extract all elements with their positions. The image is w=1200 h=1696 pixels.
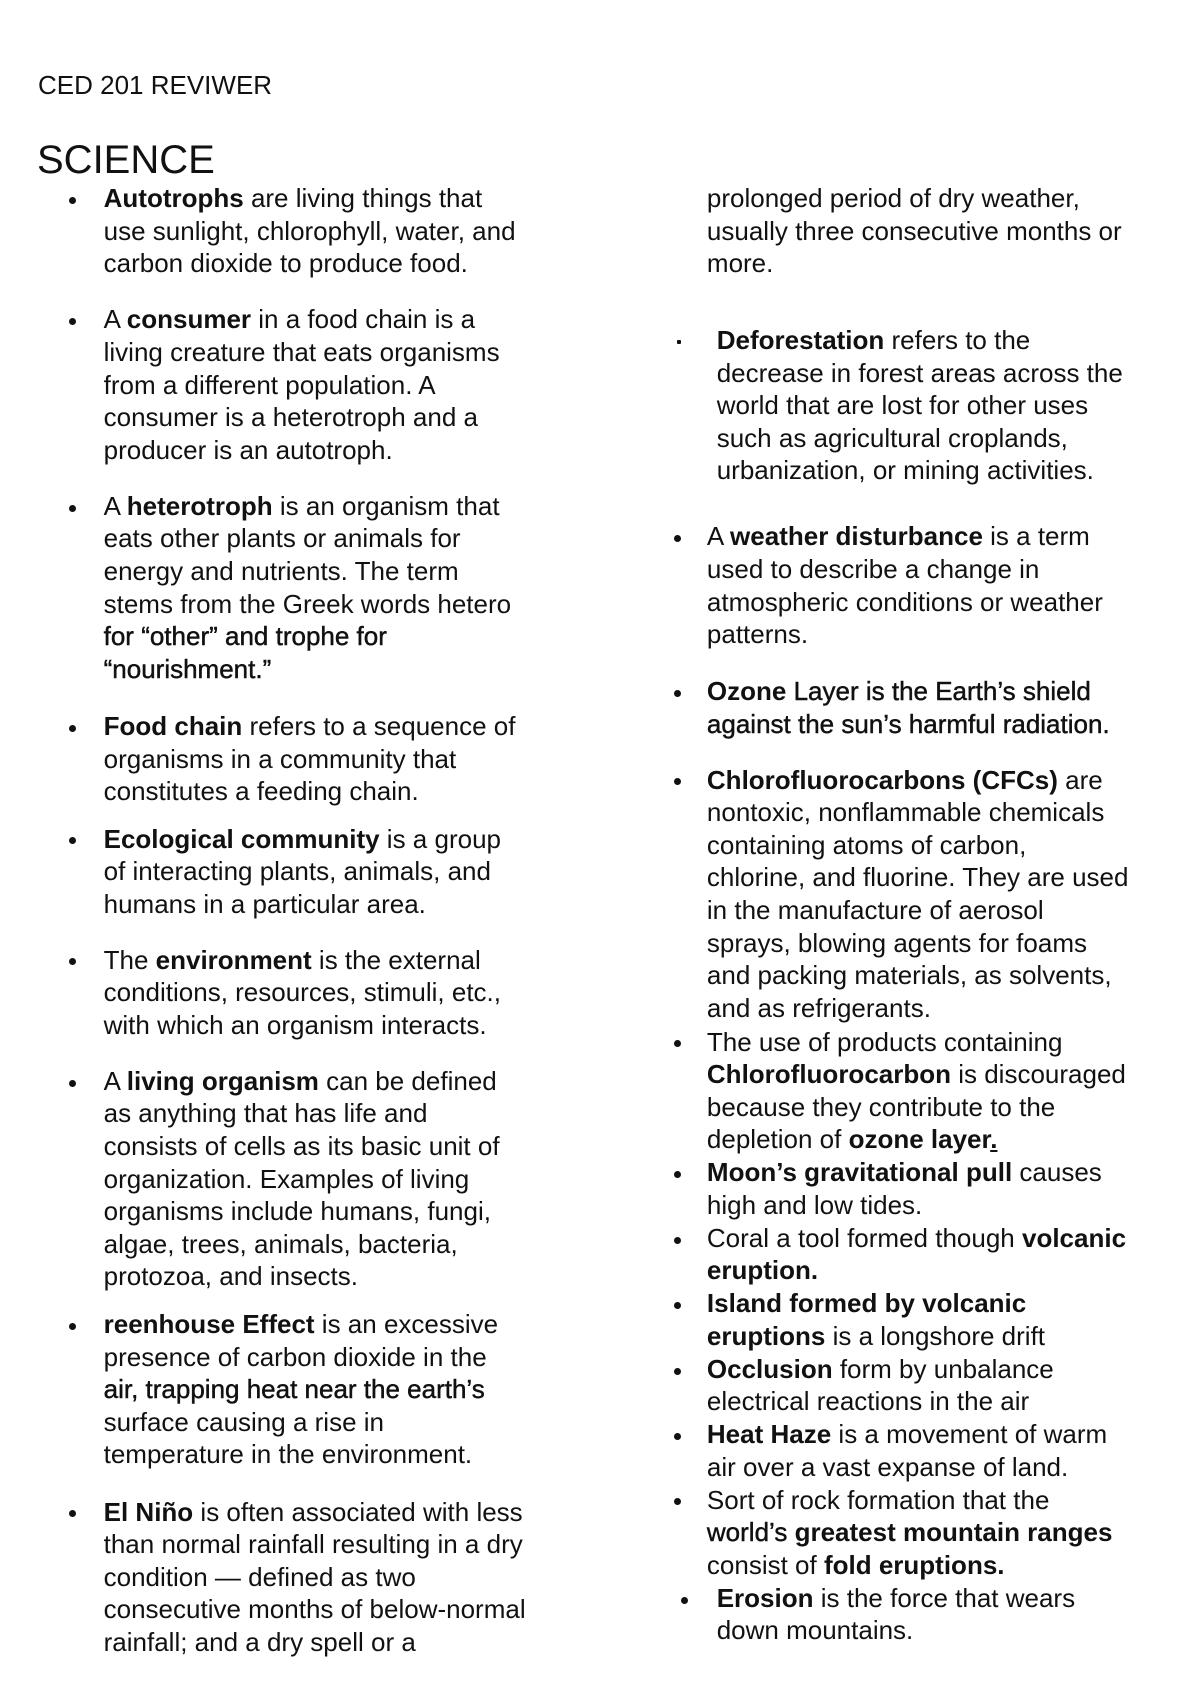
- text-line: [707, 1058, 1126, 1091]
- bullet-item: [707, 1484, 1113, 1582]
- text-segment: stems from the Greek words hetero: [103, 588, 512, 619]
- text-line: [717, 324, 1123, 357]
- text-segment: used to describe a change in: [706, 554, 1040, 585]
- text-line: [717, 357, 1123, 390]
- text-segment: Moon’s gravitational pull: [706, 1157, 1013, 1188]
- text-segment: because they contribute to the: [706, 1091, 1056, 1122]
- text-segment: atmospheric conditions or weather: [706, 586, 1103, 617]
- text-segment: living organism: [126, 1065, 319, 1096]
- text-line: [707, 829, 1129, 862]
- text-segment: as anything that has life and: [103, 1098, 428, 1129]
- text-segment: than normal rainfall resulting in a dry: [103, 1529, 523, 1560]
- text-line: [707, 764, 1129, 797]
- text-segment: can be defined: [318, 1065, 497, 1096]
- text-segment: containing atoms of carbon,: [706, 829, 1027, 860]
- text-segment: A: [103, 490, 127, 521]
- text-segment: Erosion: [716, 1582, 814, 1613]
- bullet-icon: [674, 1171, 681, 1178]
- text-line: [707, 520, 1103, 553]
- text-segment: with which an organism interacts.: [103, 1009, 487, 1040]
- text-segment: causes: [1012, 1157, 1102, 1188]
- text-segment: Coral a tool formed though: [706, 1222, 1022, 1253]
- bullet-icon: [674, 535, 681, 542]
- text-line: [707, 1222, 1126, 1255]
- text-segment: .: [990, 1124, 998, 1155]
- text-line: [707, 1385, 1054, 1418]
- text-line: [707, 1156, 1102, 1189]
- text-segment: such as agricultural croplands,: [716, 422, 1068, 453]
- text-segment: form by unbalance: [832, 1353, 1054, 1384]
- text-segment: The use of products containing: [706, 1026, 1063, 1057]
- text-segment: Ecological community: [103, 823, 380, 854]
- text-segment: patterns.: [706, 619, 809, 650]
- text-segment: consecutive months of below-normal: [103, 1594, 526, 1625]
- text-line: [707, 1091, 1126, 1124]
- text-segment: Autotrophs: [103, 183, 244, 214]
- text-segment: consist of: [706, 1549, 824, 1580]
- bullet-icon: [677, 340, 681, 344]
- text-segment: is a longshore drift: [825, 1320, 1046, 1351]
- text-line: [707, 215, 1122, 248]
- text-segment: for “other” and trophe for: [103, 621, 387, 652]
- text-segment: of interacting plants, animals, and: [103, 856, 491, 887]
- text-segment: Sort of rock formation that the: [706, 1484, 1050, 1515]
- text-line: [707, 894, 1129, 927]
- bullet-item: [707, 1418, 1107, 1483]
- text-segment: [787, 1517, 794, 1547]
- text-line: [717, 454, 1123, 487]
- text-segment: from a different population. A: [103, 369, 436, 400]
- text-segment: world that are lost for other uses: [716, 390, 1089, 421]
- text-segment: is an organism that: [272, 490, 500, 521]
- bullet-item: [707, 520, 1103, 650]
- text-line: [707, 675, 1110, 708]
- bullet-icon: [674, 1498, 681, 1505]
- text-segment: depletion of: [706, 1124, 849, 1155]
- text-segment: use sunlight, chlorophyll, water, and: [103, 215, 516, 246]
- text-segment: algae, trees, animals, bacteria,: [103, 1228, 458, 1259]
- text-segment: Island formed by volcanic: [706, 1288, 1027, 1319]
- text-segment: carbon dioxide to produce food.: [103, 248, 468, 279]
- bullet-item: [707, 1156, 1102, 1221]
- text-segment: consumer: [126, 304, 252, 335]
- bullet-icon: [681, 1597, 688, 1604]
- text-line: [707, 1418, 1107, 1451]
- text-segment: is a movement of warm: [831, 1419, 1108, 1450]
- text-line: [707, 861, 1129, 894]
- text-segment: El Niño: [103, 1496, 194, 1527]
- text-line: [707, 1026, 1126, 1059]
- text-segment: electrical reactions in the air: [706, 1386, 1030, 1417]
- text-segment: Deforestation: [716, 325, 885, 356]
- text-segment: A: [103, 304, 127, 335]
- text-segment: consists of cells as its basic unit of: [103, 1130, 500, 1161]
- bullet-icon: [674, 1302, 681, 1309]
- course-title: CED 201 REVIWER: [38, 70, 273, 100]
- text-segment: greatest mountain ranges: [794, 1517, 1113, 1548]
- text-segment: air, trapping heat near the earth’s: [103, 1374, 485, 1405]
- text-segment: condition — defined as two: [103, 1561, 416, 1592]
- text-segment: Chlorofluorocarbons (CFCs): [706, 764, 1058, 795]
- text-segment: Ozone: [706, 676, 787, 707]
- text-line: [717, 1582, 1075, 1615]
- text-segment: organisms include humans, fungi,: [103, 1196, 491, 1227]
- bullet-item: [717, 1582, 1075, 1647]
- text-segment: are: [1057, 764, 1103, 795]
- text-line: [707, 553, 1103, 586]
- text-segment: is an excessive: [314, 1309, 499, 1340]
- text-segment: is discouraged: [951, 1059, 1126, 1090]
- text-segment: reenhouse Effect: [103, 1309, 315, 1340]
- text-segment: is a group: [379, 823, 501, 854]
- text-segment: Occlusion: [706, 1353, 833, 1384]
- bullet-item: [707, 1287, 1045, 1352]
- text-segment: prolonged period of dry weather,: [706, 183, 1080, 214]
- text-segment: Heat Haze: [706, 1419, 832, 1450]
- text-line: [707, 1353, 1054, 1386]
- bullet-item: [707, 1353, 1054, 1418]
- text-segment: eats other plants or animals for: [103, 523, 461, 554]
- text-segment: living creature that eats organisms: [103, 336, 500, 367]
- text-segment: ozone layer: [848, 1124, 991, 1155]
- bullet-icon: [674, 1237, 681, 1244]
- bullet-item: [707, 675, 1110, 740]
- text-segment: is the force that wears: [813, 1582, 1076, 1613]
- text-line: [707, 1484, 1113, 1517]
- text-segment: eruptions: [706, 1320, 826, 1351]
- text-segment: down mountains.: [716, 1615, 914, 1646]
- text-segment: weather disturbance: [730, 521, 983, 552]
- text-segment: is a term: [982, 521, 1090, 552]
- text-segment: chlorine, and fluorine. They are used: [706, 862, 1129, 893]
- text-line: [717, 389, 1123, 422]
- text-segment: is the external: [311, 944, 481, 975]
- text-line: [707, 959, 1129, 992]
- text-segment: in the manufacture of aerosol: [706, 895, 1044, 926]
- text-segment: is often associated with less: [193, 1496, 523, 1527]
- text-segment: against the sun’s harmful radiation.: [706, 708, 1110, 739]
- text-segment: “nourishment.”: [103, 653, 272, 684]
- text-segment: nontoxic, nonflammable chemicals: [706, 797, 1105, 828]
- text-line: [707, 1516, 1113, 1549]
- text-segment: high and low tides.: [706, 1190, 923, 1221]
- text-segment: humans in a particular area.: [103, 888, 426, 919]
- text-segment: energy and nutrients. The term: [103, 556, 459, 587]
- bullet-item: [707, 1222, 1126, 1287]
- text-segment: The: [103, 944, 156, 975]
- text-line: [707, 1451, 1107, 1484]
- text-segment: usually three consecutive months or: [706, 215, 1122, 246]
- text-line: [717, 1614, 1075, 1647]
- text-segment: Chlorofluorocarbon: [706, 1059, 951, 1090]
- text-segment: organization. Examples of living: [103, 1163, 470, 1194]
- bullet-item: [707, 764, 1129, 1025]
- text-segment: in a food chain is a: [251, 304, 476, 335]
- text-segment: and as refrigerants.: [706, 992, 931, 1023]
- bullet-item: [717, 324, 1123, 487]
- text-segment: more.: [706, 248, 774, 279]
- text-segment: temperature in the environment.: [103, 1439, 473, 1470]
- text-line: [707, 1123, 1126, 1156]
- text-segment: consumer is a heterotroph and a: [103, 402, 478, 433]
- text-segment: air over a vast expanse of land.: [706, 1451, 1069, 1482]
- text-segment: Layer is the Earth’s shield: [786, 676, 1091, 707]
- text-segment: refers to the: [884, 325, 1031, 356]
- text-line: [707, 1320, 1045, 1353]
- text-segment: and packing materials, as solvents,: [706, 960, 1112, 991]
- text-segment: protozoa, and insects.: [103, 1261, 359, 1292]
- text-segment: A: [103, 1065, 127, 1096]
- bullet-icon: [674, 1040, 681, 1047]
- text-line: [707, 1254, 1126, 1287]
- text-segment: eruption.: [706, 1255, 819, 1286]
- text-line: [707, 586, 1103, 619]
- text-line: [707, 618, 1103, 651]
- text-segment: organisms in a community that: [103, 743, 457, 774]
- text-segment: environment: [155, 944, 312, 975]
- text-segment: presence of carbon dioxide in the: [103, 1341, 487, 1372]
- text-segment: refers to a sequence of: [242, 711, 516, 742]
- text-line: [707, 992, 1129, 1025]
- text-segment: decrease in forest areas across the: [716, 357, 1123, 388]
- text-line: [707, 247, 1122, 280]
- text-segment: urbanization, or mining activities.: [716, 455, 1094, 486]
- text-segment: conditions, resources, stimuli, etc.,: [103, 977, 502, 1008]
- text-segment: constitutes a feeding chain.: [103, 776, 419, 807]
- bullet-icon: [674, 1368, 681, 1375]
- text-segment: fold eruptions.: [823, 1549, 1005, 1580]
- text-segment: volcanic: [1021, 1222, 1127, 1253]
- text-line: [707, 1549, 1113, 1582]
- text-segment: Food chain: [103, 711, 243, 742]
- text-segment: producer is an autotroph.: [103, 434, 393, 465]
- text-segment: sprays, blowing agents for foams: [706, 927, 1087, 958]
- text-line: [707, 1287, 1045, 1320]
- text-line: [707, 1189, 1102, 1222]
- bullet-icon: [674, 778, 681, 785]
- text-segment: are living things that: [243, 183, 483, 214]
- section-title: SCIENCE: [37, 138, 215, 182]
- text-line: [707, 182, 1122, 215]
- text-line: [707, 927, 1129, 960]
- bullet-icon: [674, 1433, 681, 1440]
- text-segment: world’s: [706, 1517, 788, 1548]
- text-line: [707, 796, 1129, 829]
- text-segment: A: [706, 521, 731, 552]
- bullet-item: [707, 182, 1122, 280]
- text-line: [707, 708, 1110, 741]
- bullet-icon: [674, 690, 681, 697]
- bullet-item: [707, 1026, 1126, 1156]
- text-segment: surface causing a rise in: [103, 1406, 384, 1437]
- text-segment: heterotroph: [126, 490, 273, 521]
- text-line: [717, 422, 1123, 455]
- text-segment: rainfall; and a dry spell or a: [103, 1627, 416, 1658]
